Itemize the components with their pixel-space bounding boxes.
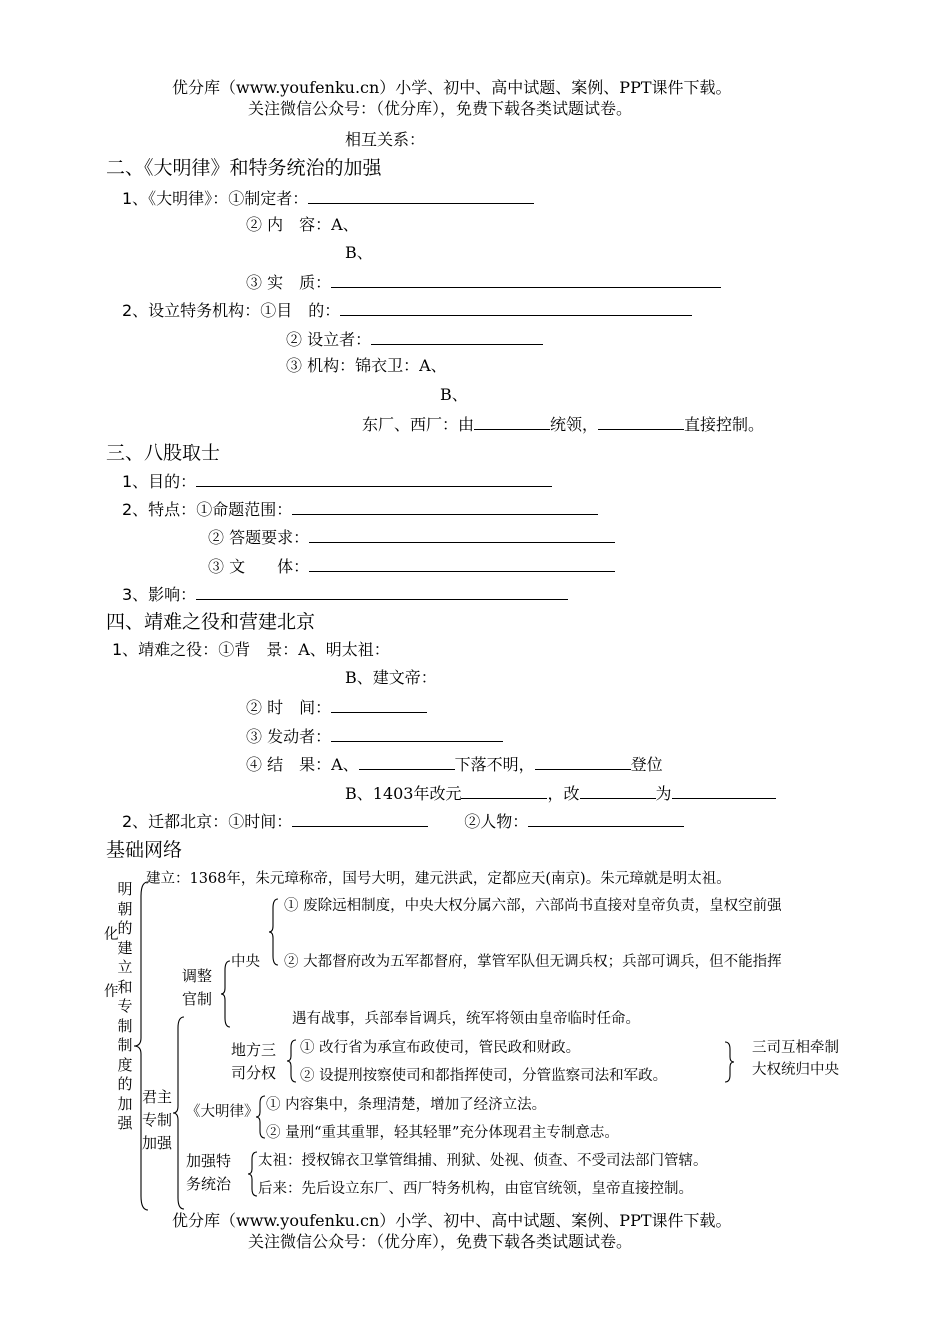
move-time-label: ：①时间： — [212, 812, 293, 831]
law-content-label: ② 内 容：A、 — [246, 215, 359, 234]
jingnan-time-label: ② 时 间： — [246, 698, 332, 717]
outer-brace — [128, 878, 152, 1214]
local-reform-1: ① 改行省为承宣布政使司，管民政和财政。 — [300, 1040, 581, 1056]
central-label: 中央 — [231, 954, 260, 970]
result-b-label-3: 为 — [655, 784, 672, 803]
header-line-1: 优分库（www.youfenku.cn）小学、初中、高中试题、案例、PPT课件下载。 — [172, 78, 732, 97]
exam-f2-row — [208, 526, 615, 548]
local-reform-2: ② 设提刑按察使司和都指挥使司，分管监察司法和军政。 — [300, 1068, 668, 1084]
law-maker-label: ：①制定者： — [212, 189, 309, 208]
spy-point-1: 太祖：授权锦衣卫掌管缉捕、刑狱、处视、侦查、不受司法部门管辖。 — [258, 1153, 708, 1169]
mutual-relation: 相互关系： — [345, 130, 426, 149]
enthroned-label: 登位 — [630, 755, 663, 774]
blank-exam-impact[interactable] — [196, 583, 568, 600]
exam-impact-row — [122, 583, 568, 605]
exam-f3-row — [208, 555, 615, 577]
central-brace — [266, 896, 282, 968]
spy-rule-label: 加强特务统治 — [186, 1152, 232, 1193]
blank-depot-controller[interactable] — [598, 413, 684, 430]
blank-exam-f1[interactable] — [292, 498, 598, 515]
law-essence-label: ③ 实 质： — [246, 273, 332, 292]
spy-founder-label: ② 设立者： — [286, 330, 372, 349]
central-reform-3: 遇有战事，兵部奉旨调兵，统军将领由皇帝临时任命。 — [292, 1011, 640, 1027]
spy-org-label: 2、设立特务机构 — [122, 301, 245, 320]
jingnan-bg-row — [112, 640, 390, 660]
move-capital-label: 2、迁都北京 — [122, 812, 213, 831]
blank-new-era[interactable] — [461, 782, 547, 799]
header-line-2: 关注微信公众号：（优分库），免费下载各类试题试卷。 — [248, 99, 633, 118]
local-right-brace — [722, 1040, 736, 1084]
central-reform-2: ② 大都督府改为五军都督府，掌管军队但无调兵权；兵部可调兵，但不能指挥 — [284, 954, 782, 970]
blank-spy-founder[interactable] — [371, 328, 543, 345]
result-b-label-1: B、1403年改元 — [345, 784, 462, 803]
law-content-b: B、 — [345, 243, 373, 262]
blank-old-capital[interactable] — [580, 782, 656, 799]
law-maker-row — [122, 187, 534, 209]
section-3-title: 三、八股取士 — [106, 442, 221, 464]
east-west-depot-row — [362, 413, 764, 435]
move-person-label: ②人物： — [464, 812, 529, 831]
footer-line-2: 关注微信公众号：（优分库），免费下载各类试题试卷。 — [248, 1232, 633, 1251]
missing-label: 下落不明， — [454, 755, 535, 774]
overlap-char-hua: 化 — [104, 927, 119, 943]
local-label: 地方三司分权 — [231, 1041, 277, 1082]
blank-move-time[interactable] — [292, 810, 428, 827]
three-checks: 三司互相牵制 — [752, 1040, 839, 1056]
exam-purpose-row — [122, 470, 552, 492]
footer-line-1: 优分库（www.youfenku.cn）小学、初中、高中试题、案例、PPT课件下载。 — [172, 1211, 732, 1230]
power-central: 大权统归中央 — [752, 1062, 839, 1078]
exam-feature-label: 2、特点： — [122, 500, 197, 519]
jingnan-result-row — [246, 753, 663, 775]
blank-spy-purpose[interactable] — [340, 299, 692, 316]
jingnan-initiator-label: ③ 发动者： — [246, 727, 332, 746]
blank-new-capital[interactable] — [672, 782, 776, 799]
exam-f2-label: ② 答题要求： — [208, 528, 310, 547]
blank-move-person[interactable] — [528, 810, 684, 827]
move-capital-row — [122, 810, 684, 832]
law-essence-row — [246, 271, 721, 293]
blank-exam-purpose[interactable] — [196, 470, 552, 487]
jingnan-result-b-row — [345, 782, 776, 804]
local-brace — [285, 1038, 299, 1084]
law-point-1: ① 内容集中，条理清楚，增加了经济立法。 — [266, 1097, 547, 1113]
jingnan-initiator-row — [246, 725, 503, 747]
autocracy-label: 君主专制加强 — [142, 1088, 173, 1152]
founding-text: 建立：1368年，朱元璋称帝，国号大明，建元洪武，定都应天(南京)。朱元璋就是明太祖。 — [146, 871, 731, 887]
central-reform-1: ① 废除远相制度，中央大权分属六部，六部尚书直接对皇帝负责，皇权空前强 — [284, 898, 782, 914]
blank-missing-person[interactable] — [359, 753, 455, 770]
blank-law-maker[interactable] — [308, 187, 534, 204]
jingnan-label: 1、靖难之役 — [112, 640, 203, 659]
network-left-title: 明朝的建立和专制制度的加强 — [117, 880, 133, 1132]
blank-depot-leader[interactable] — [474, 413, 550, 430]
spy-point-2: 后来：先后设立东厂、西厂特务机构，由宦官统领，皇帝直接控制。 — [258, 1181, 693, 1197]
result-b-label-2: ，改 — [547, 784, 580, 803]
overlap-char-zuo: 作 — [104, 984, 119, 1000]
blank-jingnan-time[interactable] — [331, 696, 427, 713]
blank-law-essence[interactable] — [331, 271, 721, 288]
exam-impact-label: 3、影响： — [122, 585, 197, 604]
spy-purpose-row — [122, 299, 692, 321]
exam-f3-label: ③ 文 体： — [208, 557, 310, 576]
east-west-label: 东厂、西厂：由 — [362, 415, 475, 434]
section-2-title: 二、《大明律》和特务统治的加强 — [106, 157, 382, 179]
network-title: 基础网络 — [106, 839, 183, 861]
blank-exam-f3[interactable] — [309, 555, 615, 572]
law-label: 1、《大明律》 — [122, 189, 213, 208]
jingnan-result-label: ④ 结 果：A、 — [246, 755, 359, 774]
jingnan-time-row — [246, 696, 427, 718]
jingnan-bg-label: ：①背 景：A、明太祖： — [202, 640, 390, 659]
blank-enthroned-person[interactable] — [535, 753, 631, 770]
exam-feature-row — [122, 498, 598, 520]
spy-purpose-label: ：①目 的： — [244, 301, 341, 320]
adjust-label: 调整官制 — [182, 967, 213, 1008]
blank-exam-f2[interactable] — [309, 526, 615, 543]
exam-purpose-label: 1、目的： — [122, 472, 197, 491]
direct-control-label: 直接控制。 — [684, 415, 765, 434]
law-point-2: ② 量刑“重其重罪，轻其轻罪”充分体现君主专制意志。 — [266, 1125, 619, 1141]
spy-org-b: B、 — [440, 385, 468, 404]
exam-f1-label: ①命题范围： — [196, 500, 293, 519]
lead-label: 统领， — [550, 415, 599, 434]
section-4-title: 四、靖难之役和营建北京 — [106, 611, 316, 633]
blank-jingnan-initiator[interactable] — [331, 725, 503, 742]
spy-org-a: ③ 机构：锦衣卫：A、 — [286, 356, 447, 375]
spy-founder-row — [286, 328, 543, 350]
ming-code-label: 《大明律》 — [186, 1104, 259, 1120]
jingnan-bg-b: B、建文帝： — [345, 668, 437, 687]
